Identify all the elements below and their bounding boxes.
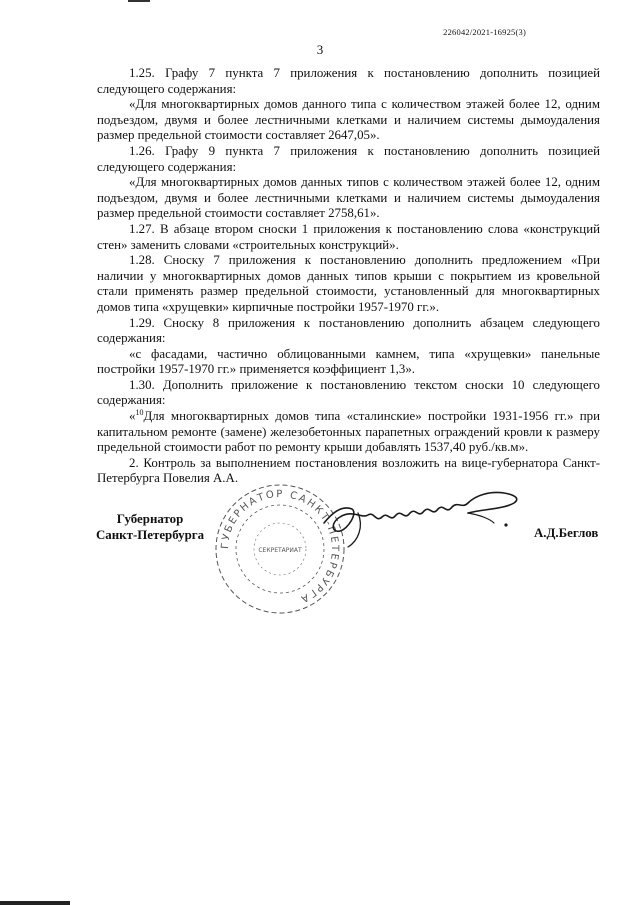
paragraph-1-26: 1.26. Графу 9 пункта 7 приложения к постановлению дополнить позицией следующего содержания:: [97, 143, 600, 174]
paragraph-1-27: 1.27. В абзаце втором сноски 1 приложения к постановлению слова «конструкций стен» заменить словами «строительных конструкций».: [97, 221, 600, 252]
paragraph-1-30-footnote: [97, 409, 600, 456]
signer-title-line-1: Губернатор: [116, 512, 184, 526]
page-number: 3: [316, 42, 324, 57]
seal-outer-text: ГУБЕРНАТОР САНКТ-ПЕТЕРБУРГА: [219, 488, 341, 605]
paragraph-1-28: 1.28. Сноску 7 приложения к постановлению дополнить предложением «При наличии у многоквартирных домов данных типов крыши с покрытием из кровельной стали применять размер предельной стоимости, установленный для многоквартирных домов типа «хрущевки» кирпичные постройки 1957-1970 гг.».: [97, 253, 600, 314]
paragraph-1-29-quote: «с фасадами, частично облицованными камнем, типа «хрущевки» панельные постройки 1957-1970 гг.» применяется коэффициент 1,3».: [97, 346, 600, 377]
paragraph-1-30: 1.30. Дополнить приложение к постановлению текстом сноски 10 следующего содержания:: [97, 377, 600, 408]
bottom-scan-mark: [0, 901, 70, 905]
document-body: [97, 66, 600, 487]
signer-title: [96, 511, 204, 543]
paragraph-1-25-quote: «Для многоквартирных домов данного типа с количеством этажей более 12, одним подъездом, двумя и более лестничными клетками и наличием системы дымоудаления размер предельной стоимости составляет 2647,05».: [97, 97, 600, 143]
document-id: 226042/2021-16925(3): [443, 27, 526, 37]
paragraph-1-25: 1.25. Графу 7 пункта 7 приложения к постановлению дополнить позицией следующего содержания:: [97, 66, 600, 96]
footnote-open-quote: «: [129, 409, 136, 424]
paragraph-2: 2. Контроль за выполнением постановления возложить на вице-губернатора Санкт-Петербурга Повелия А.А.: [97, 455, 600, 486]
footnote-text: Для многоквартирных домов типа «сталинские» постройки 1931-1956 гг.» при капитальном ремонте (замене) железобетонных парапетных ограждений кровли к размеру предельной стоимости работ по ремонту крыши добавлять 1537,40 руб./кв.м».: [97, 409, 600, 455]
signer-name: А.Д.Беглов: [534, 526, 599, 540]
seal-center-text: СЕКРЕТАРИАТ: [258, 547, 302, 554]
paragraph-1-29: 1.29. Сноску 8 приложения к постановлению дополнить абзацем следующего содержания:: [97, 315, 600, 346]
handwritten-signature-icon: [318, 483, 530, 553]
signer-title-line-2: Санкт-Петербурга: [96, 528, 205, 542]
paragraph-1-26-quote: «Для многоквартирных домов данных типов с количеством этажей более 12, одним подъездом, двумя и более лестничными клетками и наличием системы дымоудаления размер предельной стоимости составляет 2758,61».: [97, 175, 600, 221]
top-scan-mark: [128, 0, 150, 2]
footnote-number: 10: [135, 408, 144, 418]
